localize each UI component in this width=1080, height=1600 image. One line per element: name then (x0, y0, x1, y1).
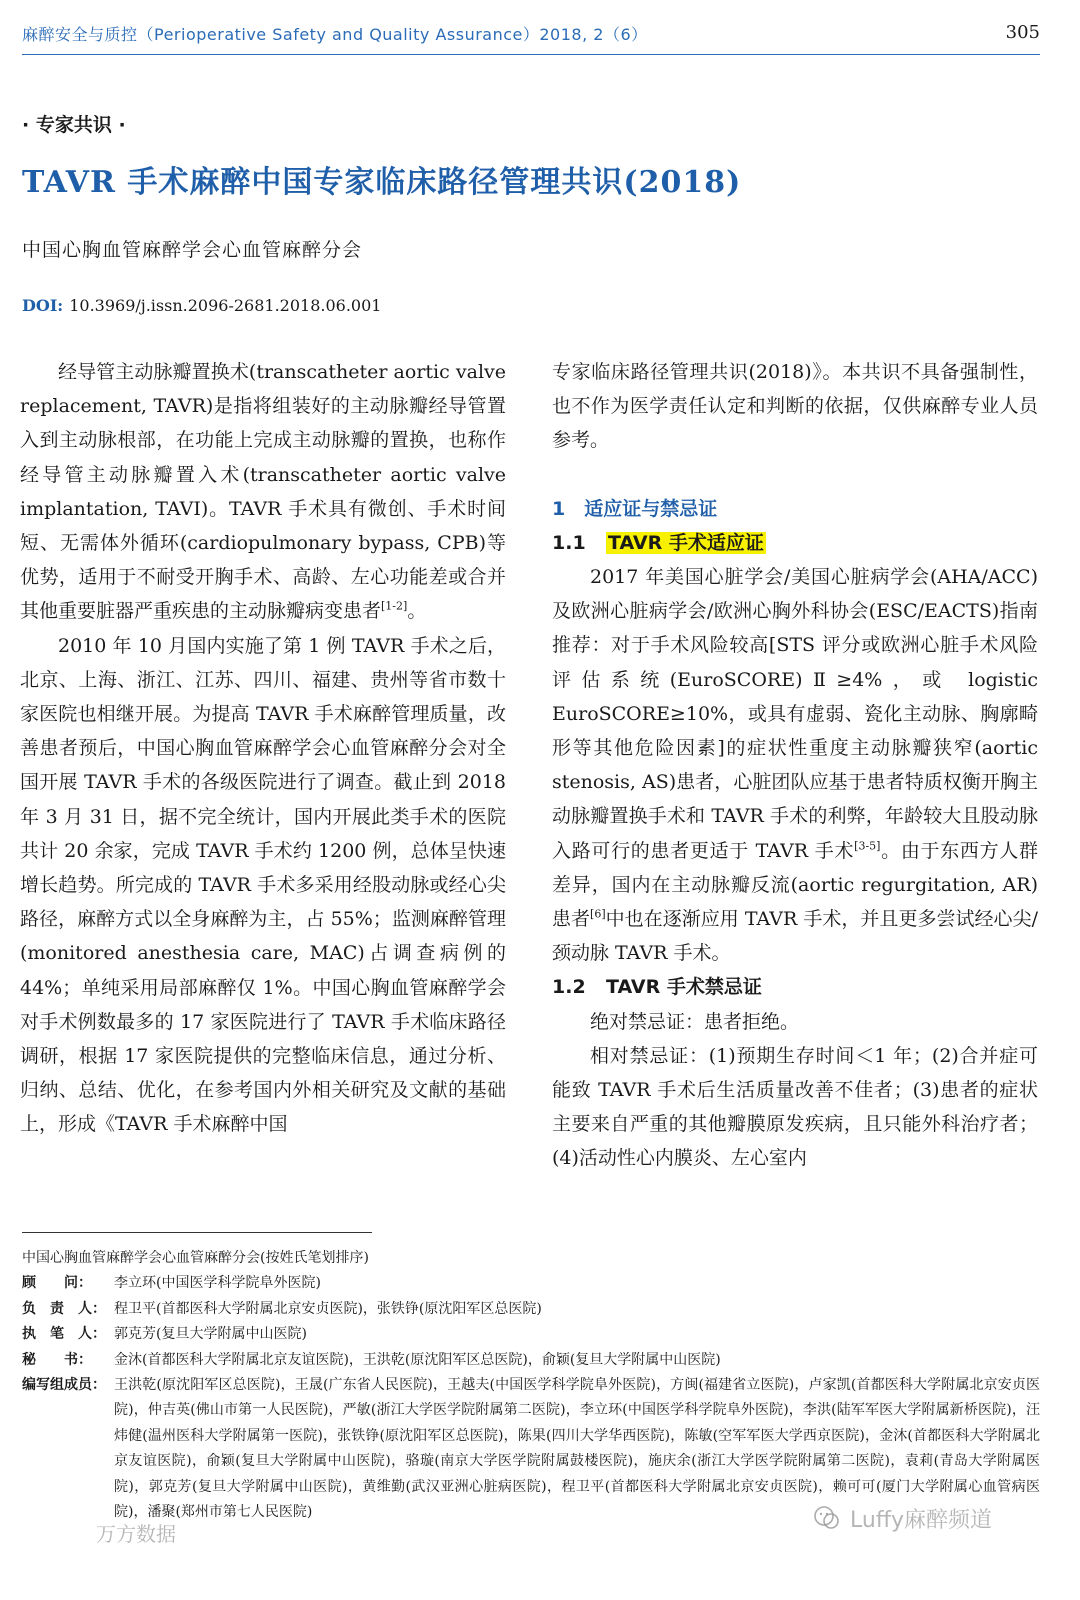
footnote-row (22, 1271, 1040, 1296)
running-head (22, 20, 1040, 55)
subsection-heading-1-1 (552, 526, 1038, 560)
footnote-text: 郭克芳(复旦大学附属中山医院) (114, 1326, 307, 1343)
citation-ref[interactable]: [3-5] (854, 839, 881, 853)
intro-paragraph-2: 2010 年 10 月国内实施了第 1 例 TAVR 手术之后，北京、上海、浙江、江苏、四川、福建、贵州等省市数十家医院也相继开展。为提高 TAVR 手术麻醉管理质量，改善患者预后，中国心胸血管麻醉学会心血管麻醉分会对全国开展 TAVR 手术的各级医院进行了调查。截止到 2018 年 3 月 31 日，据不完全统计，国内开展此类手术的医院共计 20 余家，完成 TAVR 手术约 1200 例，总体呈快速增长趋势。所完成的 TAVR 手术多采用经股动脉或经心尖路径，麻醉方式以全身麻醉为主，占 55%；监测麻醉管理(monitored anesthesia care, MAC)占调查病例的 44%；单纯采用局部麻醉仅 1%。中国心胸血管麻醉学会对手术例数最多的 17 家医院进行了 TAVR 手术临床路径调研，根据 17 家医院提供的完整临床信息，通过分析、归纳、总结、优化，在参考国内外相关研究及文献的基础上，形成《TAVR 手术麻醉中国 (20, 634, 506, 1136)
subsection-heading-1-2 (552, 970, 1038, 1004)
intro-paragraph-2-continued: 专家临床路径管理共识(2018)》。本共识不具备强制性，也不作为医学责任认定和判断的依据，仅供麻醉专业人员参考。 (552, 361, 1038, 452)
intro-paragraph-1 (20, 355, 506, 629)
subsection-title: TAVR 手术禁忌证 (606, 976, 762, 999)
intro-paragraph-1-end: 。 (407, 600, 427, 623)
footnote-row (22, 1322, 1040, 1347)
footnote-label: 负 责 人： (22, 1300, 106, 1317)
left-column (20, 355, 506, 1142)
footnote-label: 编写组成员： (22, 1377, 106, 1394)
footnote-label: 执 笔 人： (22, 1326, 106, 1343)
doi-label: DOI: (22, 296, 64, 315)
citation-ref[interactable]: [1-2] (381, 600, 408, 614)
footnote-label: 顾 问： (22, 1275, 92, 1292)
relative-contraindications: 相对禁忌证：(1)预期生存时间＜1 年；(2)合并症可能致 TAVR 手术后生活质量改善不佳者；(3)患者的症状主要来自严重的其他瓣膜原发疾病，且只能外科治疗者；(4)活动性心内膜炎、左心室内 (552, 1044, 1038, 1170)
footnote-text: 金沐(首都医科大学附属北京友谊医院)，王洪乾(原沈阳军区总医院)，俞颖(复旦大学附属中山医院) (114, 1351, 721, 1368)
indications-text: 2017 年美国心脏学会/美国心脏病学会(AHA/ACC)及欧洲心脏病学会/欧洲心胸外科协会(ESC/EACTS)指南推荐：对于手术风险较高[STS 评分或欧洲心脏手术风险评估系统(EuroSCORE)Ⅱ≥4%，或 logistic EuroSCORE≥10%，或具有虚弱、瓷化主动脉、胸廓畸形等其他危险因素]的症状性重度主动脉瓣狭窄(aortic stenosis, AS)患者，心脏团队应基于患者特质权衡开胸主动脉瓣置换手术和 TAVR 手术的利弊，年龄较大且股动脉入路可行的患者更适于 TAVR 手术 (552, 566, 1038, 862)
author-line: 中国心胸血管麻醉学会心血管麻醉分会 (22, 239, 363, 261)
citation-ref[interactable]: [6] (590, 907, 606, 921)
subsection-title-highlighted: TAVR 手术适应证 (608, 531, 764, 554)
page-number: 305 (1005, 22, 1040, 43)
footnote-title: 中国心胸血管麻醉学会心血管麻醉分会(按姓氏笔划排序) (22, 1250, 369, 1266)
wechat-icon (812, 1503, 842, 1533)
intro-paragraph-1-text: 经导管主动脉瓣置换术(transcatheter aortic valve replacement, TAVR)是指将组装好的主动脉瓣经导管置入到主动脉根部，在功能上完成主动脉瓣的置换，也称作经导管主动脉瓣置入术(transcatheter aortic valve implantation, TAVI)。TAVR 手术具有微创、手术时间短、无需体外循环(cardiopulmonary bypass, CPB)等优势，适用于不耐受开胸手术、高龄、左心功能差或合并其他重要脏器严重疾患的主动脉瓣病变患者 (20, 361, 506, 623)
indications-paragraph (552, 560, 1038, 970)
indications-text-mid: 。由于东西方人群差异，国内在主动脉瓣反流(aortic regurgitation, AR)患者 (552, 839, 1038, 931)
footnotes (22, 1246, 1040, 1525)
journal-citation: 麻醉安全与质控（Perioperative Safety and Quality Assurance）2018, 2（6） (22, 25, 648, 44)
footnote-label: 秘 书： (22, 1351, 92, 1368)
wechat-watermark-text: Luffy麻醉频道 (850, 1507, 992, 1533)
doi-value[interactable]: 10.3969/j.issn.2096-2681.2018.06.001 (69, 296, 382, 315)
doi-line (22, 296, 381, 315)
wechat-watermark (812, 1498, 992, 1538)
column-tag: · 专家共识 · (22, 114, 126, 136)
wanfang-watermark: 万方数据 (96, 1522, 176, 1546)
footnote-row (22, 1297, 1040, 1322)
right-column (552, 355, 1038, 1176)
indications-text-end: 中也在逐渐应用 TAVR 手术，并且更多尝试经心尖/颈动脉 TAVR 手术。 (552, 908, 1038, 965)
footnote-row (22, 1348, 1040, 1373)
footnote-text: 李立环(中国医学科学院阜外医院) (114, 1275, 321, 1292)
footnote-text: 王洪乾(原沈阳军区总医院)，王晟(广东省人民医院)，王越夫(中国医学科学院阜外医院)，方闽(福建省立医院)，卢家凯(首都医科大学附属北京安贞医院)，仲吉英(佛山市第一人民医院)，严敏(浙江大学医学院附属第二医院)，李立环(中国医学科学院阜外医院)，李洪(陆军军医大学附属新桥医院)，汪炜健(温州医科大学附属第一医院)，张铁铮(原沈阳军区总医院)，陈果(四川大学华西医院)，陈敏(空军军医大学西京医院)，金沐(首都医科大学附属北京友谊医院)，俞颖(复旦大学附属中山医院)，骆璇(南京大学医学院附属鼓楼医院)，施庆余(浙江大学医学院附属第二医院)，袁莉(青岛大学附属医院)，郭克芳(复旦大学附属中山医院)，黄维勤(武汉亚洲心脏病医院)，程卫平(首都医科大学附属北京安贞医院)，赖可可(厦门大学附属心血管病医院)，潘聚(郑州市第七人民医院) (114, 1377, 1040, 1521)
subsection-number: 1.1 (552, 531, 586, 554)
footnote-rule (22, 1232, 372, 1233)
absolute-contraindications: 绝对禁忌证：患者拒绝。 (590, 1010, 800, 1033)
subsection-number: 1.2 (552, 976, 586, 999)
section-heading-1: 1 适应证与禁忌证 (552, 497, 718, 520)
article-title: TAVR 手术麻醉中国专家临床路径管理共识(2018) (22, 165, 742, 200)
footnote-text: 程卫平(首都医科大学附属北京安贞医院)，张铁铮(原沈阳军区总医院) (114, 1300, 542, 1317)
